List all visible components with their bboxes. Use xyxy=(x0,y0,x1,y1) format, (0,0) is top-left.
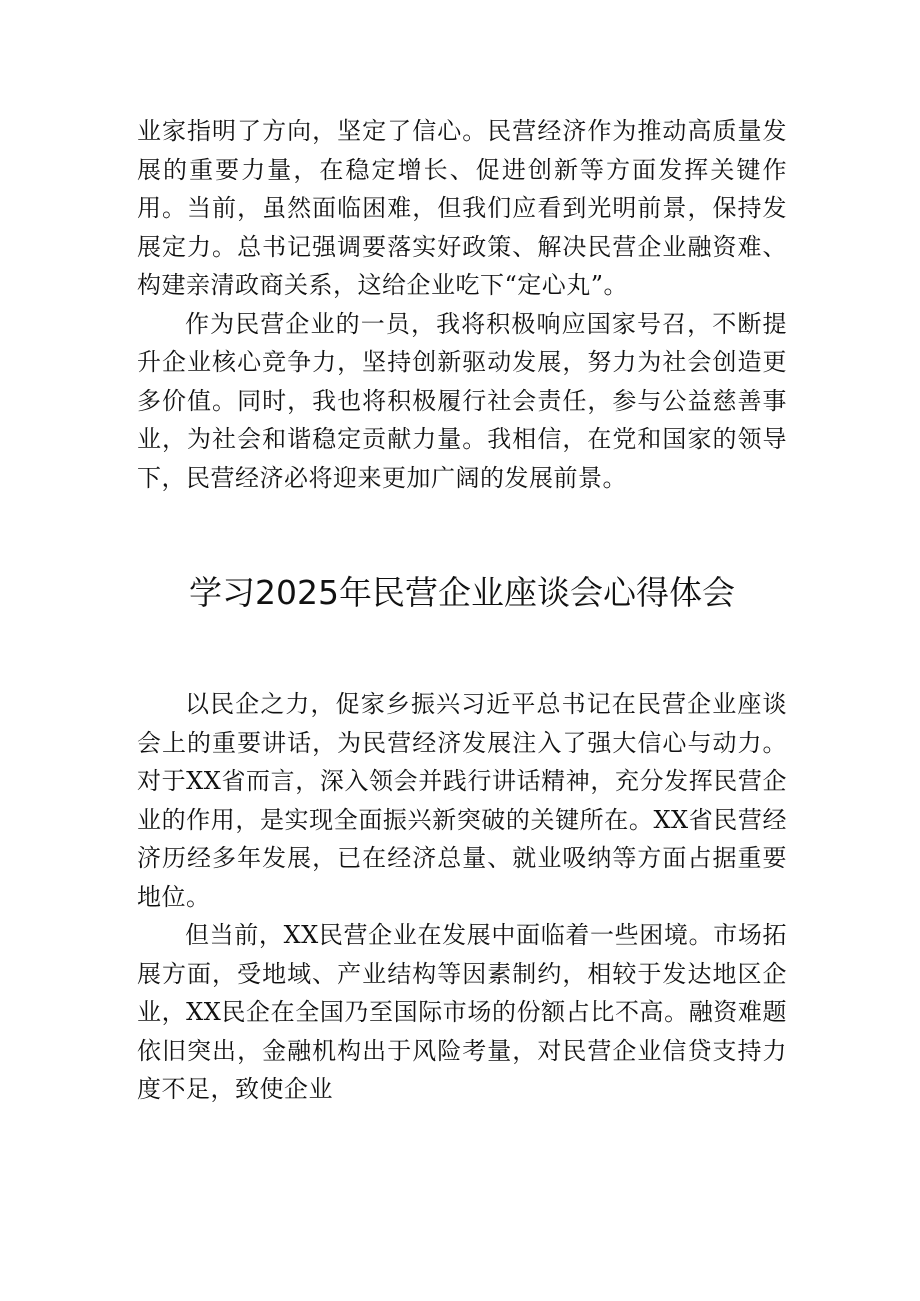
article-body xyxy=(137,685,787,1109)
paragraph-challenges: 但当前，XX民营企业在发展中面临着一些困境。市场拓展方面，受地域、产业结构等因素制约，相较于发达地区企业，XX民企在全国乃至国际市场的份额占比不高。融资难题依旧突出，金融机构出于风险考量，对民营企业信贷支持力度不足，致使企业 xyxy=(137,921,787,1103)
paragraph-commitment: 作为民营企业的一员，我将积极响应国家号召，不断提升企业核心竞争力，坚持创新驱动发展，努力为社会创造更多价值。同时，我也将积极履行社会责任，参与公益慈善事业，为社会和谐稳定贡献力量。我相信，在党和国家的领导下，民营经济必将迎来更加广阔的发展前景。 xyxy=(137,309,787,492)
paragraph-continuation: 业家指明了方向，坚定了信心。民营经济作为推动高质量发展的重要力量，在稳定增长、促进创新等方面发挥关键作用。当前，虽然面临困难，但我们应看到光明前景，保持发展定力。总书记强调要落实好政策、解决民营企业融资难、构建亲清政商关系，这给企业吃下“定心丸”。 xyxy=(137,117,787,299)
document-page xyxy=(137,112,787,1109)
section-title: 学习2025年民营企业座谈会心得体会 xyxy=(189,573,735,612)
paragraph-intro: 以民企之力，促家乡振兴习近平总书记在民营企业座谈会上的重要讲话，为民营经济发展注入了强大信心与动力。对于XX省而言，深入领会并践行讲话精神，充分发挥民营企业的作用，是实现全面振兴新突破的关键所在。XX省民营经济历经多年发展，已在经济总量、就业吸纳等方面占据重要地位。 xyxy=(137,690,787,911)
previous-article-tail xyxy=(137,112,787,497)
